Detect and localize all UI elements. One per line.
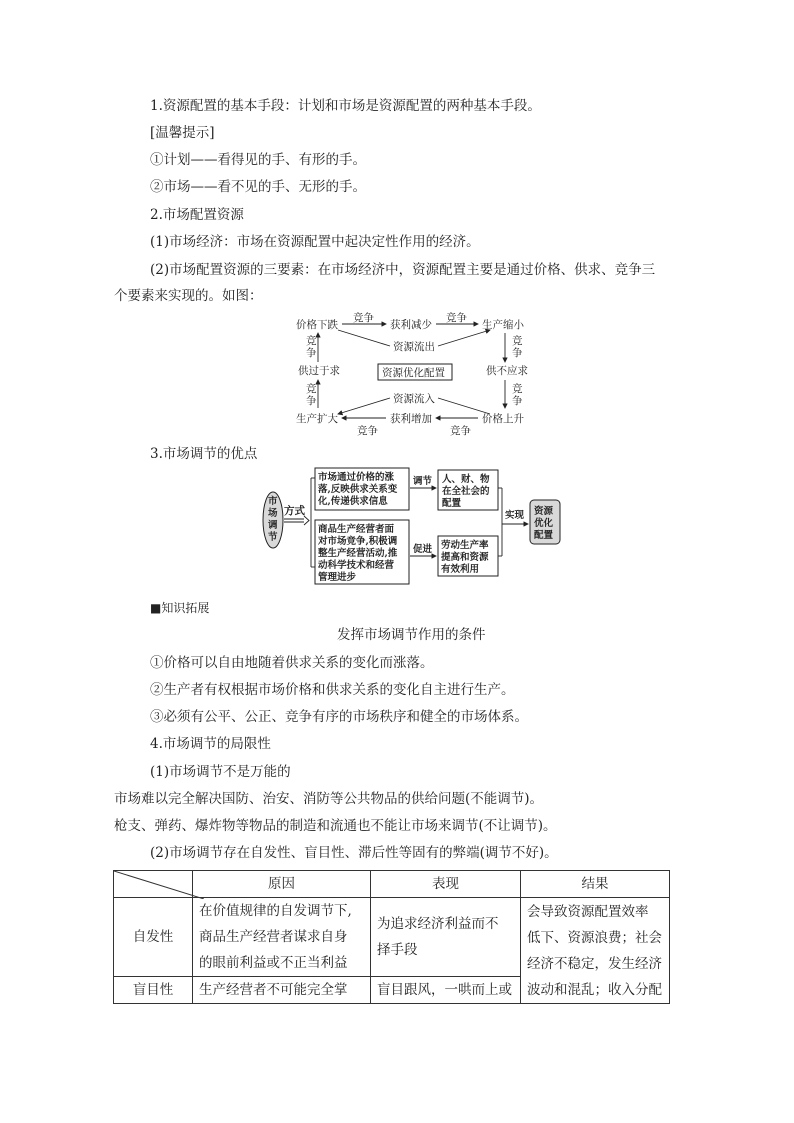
section4-heading: 4.市场调节的局限性 [150, 736, 271, 752]
label-comp-right-top-2: 争 [512, 347, 523, 359]
node-supply-short: 供不应求 [486, 365, 528, 377]
box1-line1: 市场通过价格的涨 [318, 472, 395, 483]
oval-char-1: 市 [268, 496, 278, 507]
label-comp-right-bottom-1: 竞 [512, 383, 523, 395]
box2-line4: 动科学技术和经营 [318, 560, 395, 571]
result-cell: 会导致资源配置效率 低下、资源浪费；社会 经济不稳定，发生经济 波动和混乱；收入分配 [521, 898, 670, 1004]
result-line3: 配置 [534, 530, 554, 541]
extension-title: 发挥市场调节作用的条件 [337, 627, 486, 643]
diagonal-header-cell [114, 871, 193, 898]
box4-line2: 提高和资源 [441, 552, 489, 563]
spontaneity-performance: 为追求经济利益而不 择手段 [371, 898, 521, 977]
public-goods-text: 市场难以完全解决国防、治安、消防等公共物品的供给问题(不能调节)。 [114, 791, 544, 807]
node-optimal-allocation: 资源优化配置 [382, 367, 445, 379]
section1-heading: 1.资源配置的基本手段：计划和市场是资源配置的两种基本手段。 [150, 98, 541, 114]
oval-char-4: 节 [268, 532, 278, 543]
node-supply-exceeds: 供过于求 [298, 365, 340, 377]
box3-line3: 配置 [442, 498, 462, 509]
blindness-cause: 生产经营者不可能完全掌 [193, 977, 371, 1004]
label-comp-right-bottom-2: 争 [512, 395, 523, 407]
table-row [114, 898, 670, 977]
market-regulation-advantages-diagram [262, 464, 572, 590]
row-label-blindness: 盲目性 [114, 977, 193, 1004]
label-method: 方式 [284, 505, 305, 517]
label-competition-bottom-left: 竞争 [357, 425, 378, 436]
box3-line2: 在全社会的 [442, 486, 490, 497]
result-line1: 资源 [534, 506, 554, 517]
label-competition-bottom-right: 竞争 [450, 425, 471, 436]
market-mechanism-diagram [290, 308, 540, 436]
tip-plan: ①计划——看得见的手、有形的手。 [150, 152, 366, 168]
spontaneity-cause: 在价值规律的自发调节下, 商品生产经营者谋求自身 的眼前利益或不正当利益 [193, 898, 371, 977]
box2-line1: 商品生产经营者面 [318, 524, 395, 535]
header-cause: 原因 [193, 871, 371, 898]
three-elements-line2: 个要素来实现的。如图： [114, 288, 263, 304]
label-comp-right-top-1: 竞 [512, 335, 523, 347]
label-comp-left-bottom-1: 竞 [306, 383, 317, 395]
box3-line1: 人、财、物 [442, 474, 490, 485]
box4-line1: 劳动生产率 [441, 540, 489, 551]
node-production-expand: 生产扩大 [296, 413, 338, 425]
node-profit-up: 获利增加 [390, 413, 432, 425]
oval-char-2: 场 [268, 508, 278, 519]
label-competition-top-left: 竞争 [353, 312, 374, 324]
blindness-performance: 盲目跟风，一哄而上或 [371, 977, 521, 1004]
header-result: 结果 [521, 871, 670, 898]
not-omnipotent: (1)市场调节不是万能的 [150, 764, 291, 780]
tip-title: [温馨提示] [150, 125, 215, 141]
label-resource-inflow: 资源流入 [393, 393, 435, 405]
label-comp-left-bottom-2: 争 [306, 395, 317, 407]
node-profit-down: 获利减少 [390, 319, 432, 331]
result-line2: 优化 [534, 518, 554, 529]
label-adjust: 调节 [413, 476, 433, 487]
inherent-defects-text: (2)市场调节存在自发性、盲目性、滞后性等固有的弊端(调节不好)。 [150, 845, 558, 861]
label-promote: 促进 [413, 544, 433, 555]
tip-market: ②市场——看不见的手、无形的手。 [150, 179, 366, 195]
box2-line2: 对市场竞争,积极调 [318, 536, 398, 547]
node-production-shrink: 生产缩小 [482, 319, 524, 331]
section3-heading: 3.市场调节的优点 [150, 446, 258, 462]
label-competition-top-right: 竞争 [446, 312, 467, 324]
condition-2: ②生产者有权根据市场价格和供求关系的变化自主进行生产。 [150, 682, 515, 698]
section2-heading: 2.市场配置资源 [150, 207, 244, 223]
box1-line3: 化,传递供求信息 [318, 496, 388, 507]
header-performance: 表现 [371, 871, 521, 898]
box2-line3: 整生产经营活动,推 [318, 548, 398, 559]
label-comp-left-top-1: 竞 [306, 335, 317, 347]
box4-line3: 有效利用 [441, 564, 480, 575]
node-price-up: 价格上升 [482, 413, 524, 425]
weapons-text: 枪支、弹药、爆炸物等物品的制造和流通也不能让市场来调节(不让调节)。 [114, 818, 557, 834]
knowledge-extension-marker: ■知识拓展 [150, 601, 210, 615]
label-comp-left-top-2: 争 [306, 347, 317, 359]
defects-table [113, 870, 670, 1004]
label-resource-outflow: 资源流出 [393, 341, 435, 353]
condition-3: ③必须有公平、公正、竞争有序的市场秩序和健全的市场体系。 [150, 709, 528, 725]
table-header-row [114, 871, 670, 898]
market-economy-definition: (1)市场经济：市场在资源配置中起决定性作用的经济。 [150, 234, 480, 250]
condition-1: ①价格可以自由地随着供求关系的变化而涨落。 [150, 655, 434, 671]
box1-line2: 落,反映供求关系变 [318, 484, 398, 495]
oval-char-3: 调 [268, 520, 278, 531]
label-realize: 实现 [505, 510, 525, 521]
box2-line5: 管理进步 [318, 572, 357, 583]
row-label-spontaneity: 自发性 [114, 898, 193, 977]
node-price-down: 价格下跌 [296, 319, 338, 331]
three-elements-line1: (2)市场配置资源的三要素：在市场经济中，资源配置主要是通过价格、供求、竞争三 [150, 262, 656, 278]
